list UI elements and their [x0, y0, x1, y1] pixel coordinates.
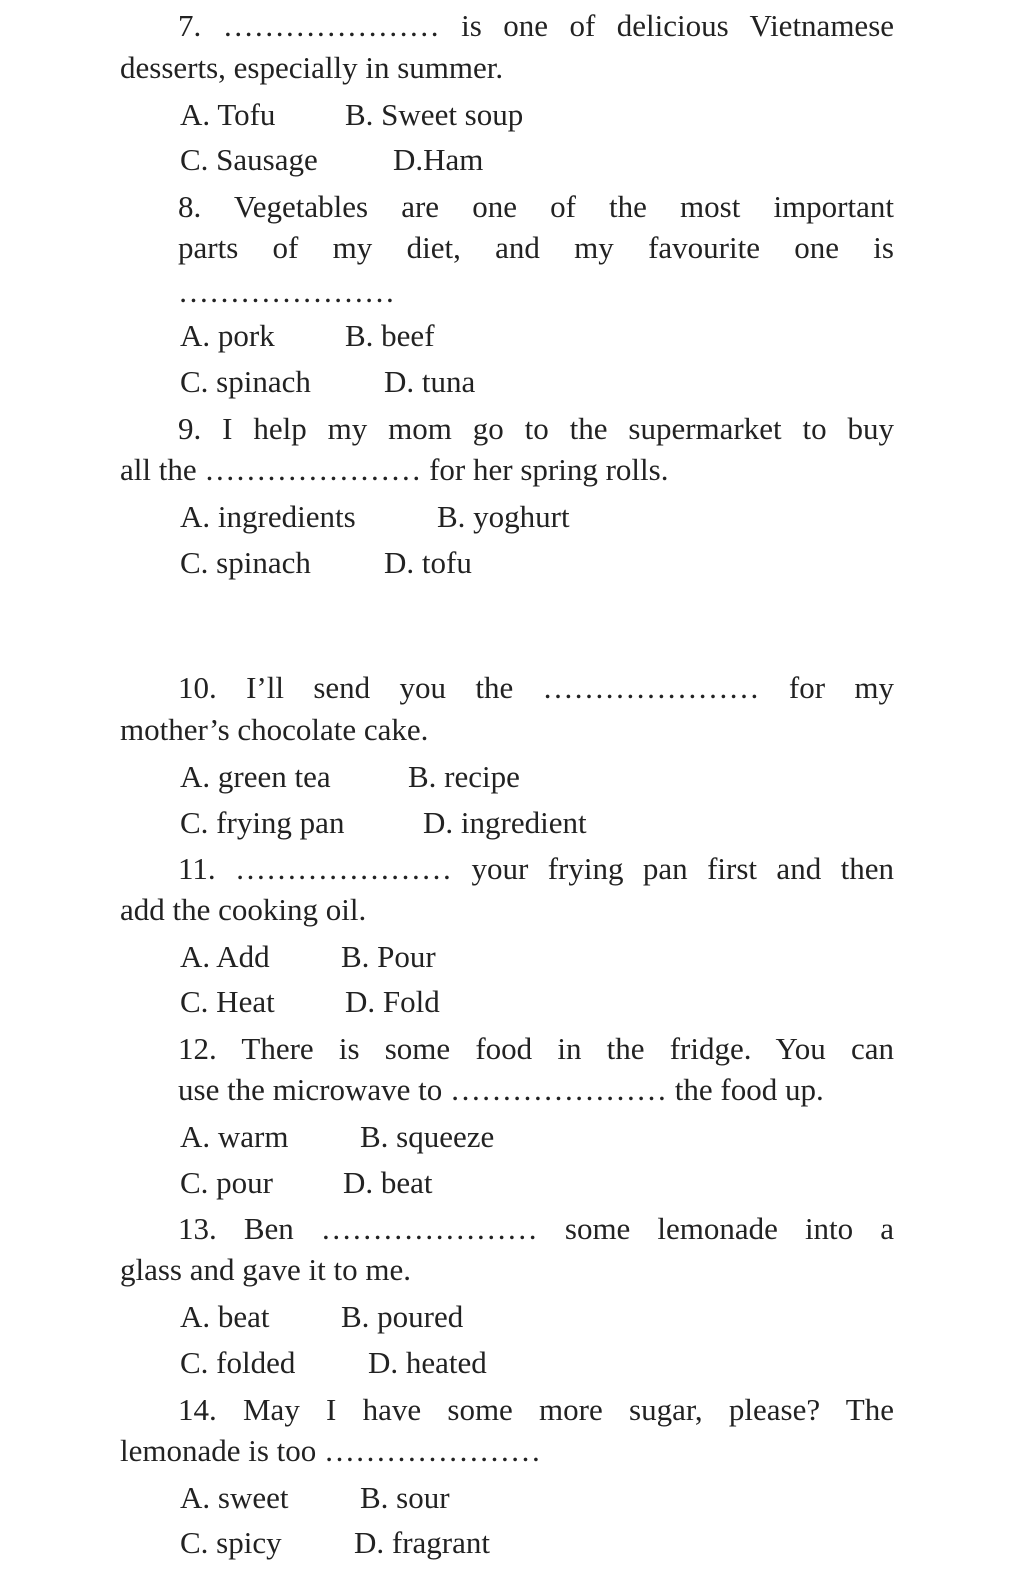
question-10-option-a: A. green tea [180, 759, 331, 794]
question-13-line-2: glass and gave it to me. [120, 1252, 411, 1287]
question-10-line-1: 10. I’ll send you the ………………… for my [178, 670, 894, 705]
question-12-option-c: C. pour [180, 1165, 273, 1200]
question-12-option-d: D. beat [343, 1165, 433, 1200]
question-13-option-a: A. beat [180, 1299, 270, 1334]
question-7-line-1-tail: is one of delicious Vietnamese [461, 8, 895, 43]
question-14-line-1: 14. May I have some more sugar, please? The [178, 1392, 894, 1427]
question-9-option-d: D. tofu [384, 545, 472, 580]
question-12-line-2: use the microwave to ………………… the food up. [178, 1072, 824, 1107]
question-7-option-d: D.Ham [393, 142, 484, 177]
question-8-option-a: A. pork [180, 318, 275, 353]
question-12-option-b: B. squeeze [360, 1119, 495, 1154]
question-8-line-1: 8. Vegetables are one of the most important [178, 189, 894, 224]
question-9-line-1: 9. I help my mom go to the supermarket to buy [178, 411, 894, 446]
question-10-option-c: C. frying pan [180, 805, 345, 840]
question-8-option-c: C. spinach [180, 364, 311, 399]
question-11-option-c: C. Heat [180, 984, 275, 1019]
question-11-line-2: add the cooking oil. [120, 892, 367, 927]
question-9-option-b: B. yoghurt [437, 499, 570, 534]
question-13-option-d: D. heated [368, 1345, 487, 1380]
question-12-line-1: 12. There is some food in the fridge. You can [178, 1031, 894, 1066]
question-9-option-a: A. ingredients [180, 499, 356, 534]
question-14-option-b: B. sour [360, 1480, 450, 1515]
question-11-option-d: D. Fold [345, 984, 440, 1019]
question-14-option-a: A. sweet [180, 1480, 289, 1515]
question-10-option-b: B. recipe [408, 759, 520, 794]
question-7-option-b: B. Sweet soup [345, 97, 524, 132]
question-7-number: 7. [178, 8, 202, 43]
question-11-line-1: 11. ………………… your frying pan first and then [178, 851, 894, 886]
question-10-option-d: D. ingredient [423, 805, 587, 840]
question-14-option-c: C. spicy [180, 1525, 282, 1560]
question-14-line-2: lemonade is too ………………… [120, 1433, 542, 1468]
question-11-option-b: B. Pour [341, 939, 436, 974]
question-7-line-2: desserts, especially in summer. [120, 50, 504, 85]
question-13-line-1: 13. Ben ………………… some lemonade into a [178, 1211, 894, 1246]
question-8-line-2: parts of my diet, and my favourite one is [178, 230, 894, 265]
question-13-option-c: C. folded [180, 1345, 296, 1380]
question-13-option-b: B. poured [341, 1299, 464, 1334]
question-7-option-a: A. Tofu [180, 97, 276, 132]
question-7-line-1 [178, 6, 894, 46]
question-9-line-2: all the ………………… for her spring rolls. [120, 452, 669, 487]
question-8-option-d: D. tuna [384, 364, 476, 399]
question-12-option-a: A. warm [180, 1119, 289, 1154]
question-7-blank: ………………… [222, 8, 440, 43]
question-9-option-c: C. spinach [180, 545, 311, 580]
question-8-line-3: ………………… [178, 274, 395, 309]
question-7-option-c: C. Sausage [180, 142, 318, 177]
question-14-option-d: D. fragrant [354, 1525, 490, 1560]
question-8-option-b: B. beef [345, 318, 435, 353]
question-10-line-2: mother’s chocolate cake. [120, 712, 429, 747]
question-11-option-a: A. Add [180, 939, 270, 974]
